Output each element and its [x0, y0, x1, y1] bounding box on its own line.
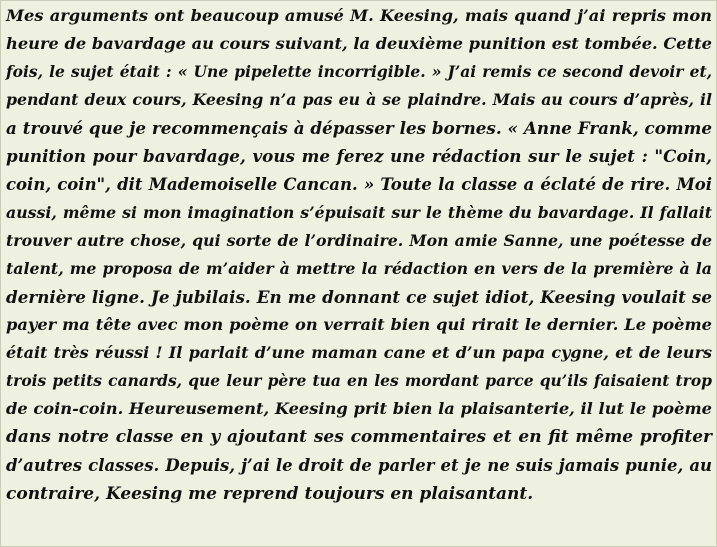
text-line: d’autres classes. Depuis, j’ai le droit de parler et je ne suis jamais punie, au: [6, 455, 712, 475]
paragraph: [6, 2, 712, 508]
text-line: coin, coin", dit Mademoiselle Cancan. » Toute la classe a éclaté de rire. Moi: [6, 174, 712, 194]
text-line: aussi, même si mon imagination s’épuisait sur le thème du bavardage. Il fallait: [6, 202, 712, 222]
text-line: fois, le sujet était : « Une pipelette incorrigible. » J’ai remis ce second devoir et,: [6, 62, 712, 82]
text-line: trouver autre chose, qui sorte de l’ordinaire. Mon amie Sanne, une poétesse de: [6, 230, 712, 250]
text-line: de coin-coin. Heureusement, Keesing prit bien la plaisanterie, il lut le poème: [6, 399, 712, 419]
text-line: dans notre classe en y ajoutant ses commentaires et en fit même profiter: [6, 427, 712, 448]
text-line: pendant deux cours, Keesing n’a pas eu à se plaindre. Mais au cours d’après, il: [6, 90, 712, 110]
text-line-last: contraire, Keesing me reprend toujours en plaisantant.: [6, 483, 534, 504]
text-line: payer ma tête avec mon poème on verrait bien qui rirait le dernier. Le poème: [6, 315, 712, 335]
text-line: heure de bavardage au cours suivant, la deuxième punition est tombée. Cette: [6, 34, 712, 54]
text-line: talent, me proposa de m’aider à mettre la rédaction en vers de la première à la: [6, 258, 712, 278]
text-line: dernière ligne. Je jubilais. En me donnant ce sujet idiot, Keesing voulait se: [6, 286, 712, 307]
text-line: punition pour bavardage, vous me ferez une rédaction sur le sujet : "Coin,: [6, 146, 712, 167]
text-line: trois petits canards, que leur père tua en les mordant parce qu’ils faisaient trop: [6, 371, 712, 391]
text-line: était très réussi ! Il parlait d’une maman cane et d’un papa cygne, et de leurs: [6, 343, 712, 363]
text-line: Mes arguments ont beaucoup amusé M. Keesing, mais quand j’ai repris mon: [6, 6, 712, 25]
text-line: a trouvé que je recommençais à dépasser les bornes. « Anne Frank, comme: [6, 118, 712, 139]
